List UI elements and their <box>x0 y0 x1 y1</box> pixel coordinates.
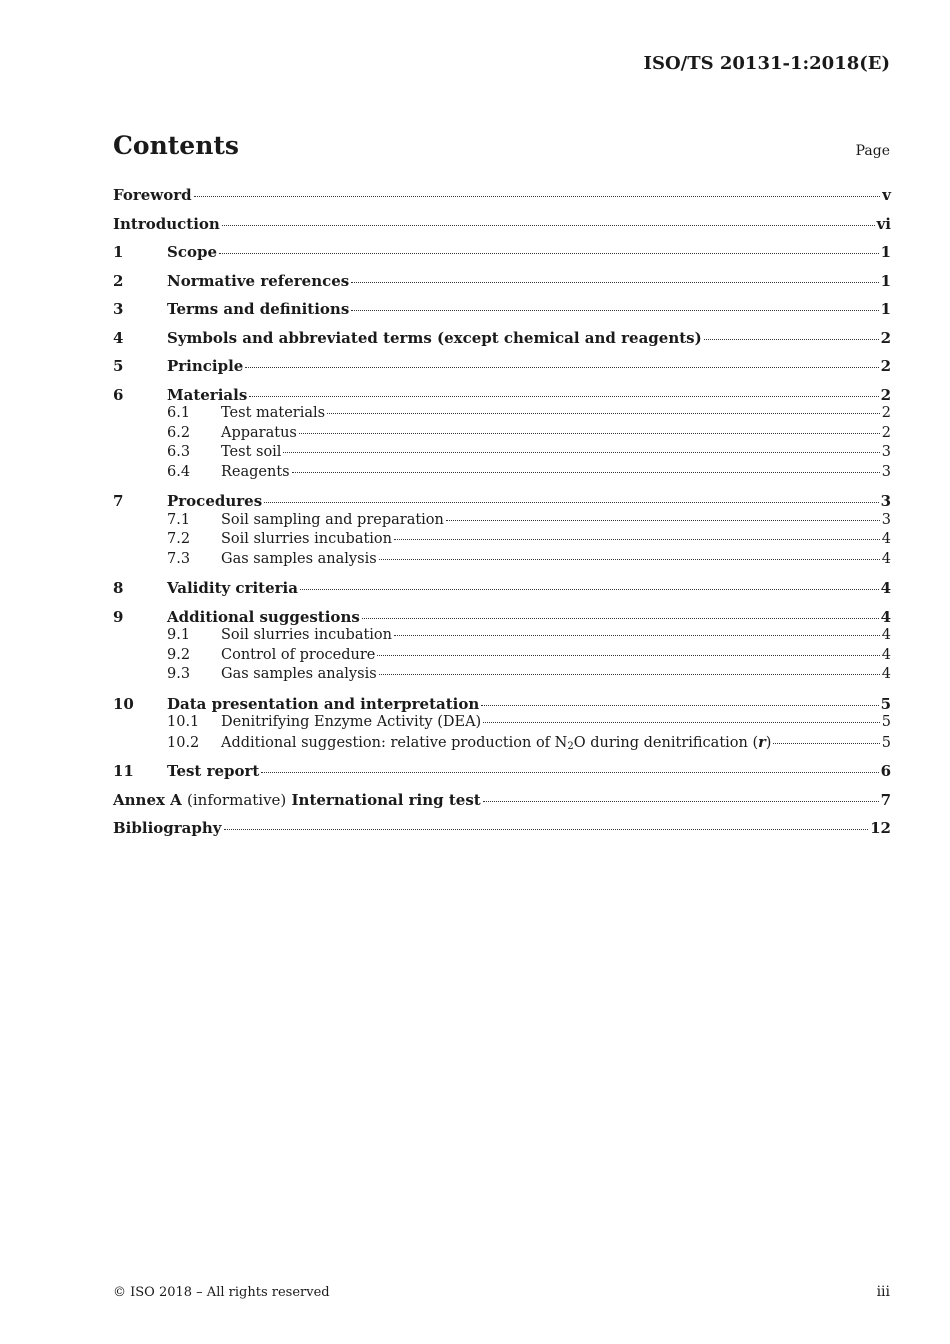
dot-leader <box>377 655 879 656</box>
toc-number: 6.2 <box>167 424 191 441</box>
dot-leader <box>292 472 880 473</box>
toc-title: Scope <box>167 243 218 261</box>
toc-title: Test materials <box>221 405 326 421</box>
dot-leader <box>299 433 880 434</box>
dot-leader <box>704 339 879 340</box>
toc-title: Foreword <box>113 186 192 204</box>
toc-page: 12 <box>870 819 891 837</box>
toc-title: Symbols and abbreviated terms (except chemical and reagents) <box>167 328 702 347</box>
toc-title: Bibliography <box>113 819 222 837</box>
toc-page: 6 <box>880 762 891 780</box>
toc-entry-introduction[interactable] <box>113 215 891 235</box>
toc-entry-materials[interactable] <box>113 386 891 406</box>
dot-leader <box>351 282 878 283</box>
toc-number: 3 <box>113 300 124 318</box>
dot-leader <box>264 502 878 503</box>
toc-entry-control-of-procedure[interactable] <box>113 647 891 667</box>
contents-title: Contents <box>113 131 240 160</box>
toc-page: 3 <box>881 511 891 528</box>
table-of-contents <box>113 186 891 839</box>
toc-number: 10 <box>113 694 134 713</box>
toc-entry-bibliography[interactable] <box>113 819 891 839</box>
toc-entry-soil-slurries-incubation[interactable] <box>113 531 891 551</box>
dot-leader <box>483 722 880 723</box>
toc-number: 7 <box>113 492 124 510</box>
toc-title: Data presentation and interpretation <box>167 694 480 713</box>
title-part: O during denitrification ( <box>573 734 759 751</box>
annex-type: (informative) <box>187 790 287 809</box>
toc-page: 5 <box>880 694 891 713</box>
toc-page: 5 <box>881 714 891 730</box>
toc-number: 2 <box>113 271 124 290</box>
dot-leader <box>249 396 878 397</box>
toc-title: Soil slurries incubation <box>221 531 392 547</box>
toc-number: 1 <box>113 243 124 261</box>
toc-page: 1 <box>880 300 891 318</box>
toc-title: Materials <box>167 385 248 404</box>
toc-title: Soil sampling and preparation <box>221 511 444 528</box>
dot-leader <box>194 196 881 197</box>
toc-number: 9.1 <box>167 627 191 643</box>
toc-entry-principle[interactable] <box>113 357 891 377</box>
toc-title: Terms and definitions <box>167 300 350 318</box>
dot-leader <box>379 559 880 560</box>
dot-leader <box>219 253 879 254</box>
toc-title: Gas samples analysis <box>221 550 377 567</box>
dot-leader <box>481 705 878 706</box>
dot-leader <box>362 618 879 619</box>
dot-leader <box>300 589 879 590</box>
toc-page: 3 <box>880 492 891 510</box>
toc-entry-soil-sampling[interactable] <box>113 512 891 532</box>
toc-page: 1 <box>880 271 891 290</box>
toc-number: 6.1 <box>167 405 191 421</box>
copyright-notice: © ISO 2018 – All rights reserved <box>113 1285 330 1300</box>
toc-title: Additional suggestions <box>167 607 360 626</box>
toc-entry-normative-references[interactable] <box>113 272 891 292</box>
toc-title: Control of procedure <box>221 646 376 663</box>
toc-entry-annex-a[interactable] <box>113 791 891 811</box>
toc-page: 2 <box>880 385 891 404</box>
dot-leader <box>394 539 880 540</box>
toc-entry-apparatus[interactable] <box>113 425 891 445</box>
toc-entry-gas-samples-analysis-2[interactable] <box>113 666 891 686</box>
toc-entry-n2o-relative-production[interactable] <box>113 734 891 754</box>
toc-title <box>113 791 481 809</box>
toc-page: vi <box>876 214 891 233</box>
toc-entry-test-soil[interactable] <box>113 444 891 464</box>
toc-title: Introduction <box>113 214 220 233</box>
toc-entry-reagents[interactable] <box>113 464 891 484</box>
dot-leader <box>379 674 880 675</box>
toc-entry-validity-criteria[interactable] <box>113 579 891 599</box>
toc-entry-gas-samples-analysis[interactable] <box>113 551 891 571</box>
toc-title: Principle <box>167 357 244 375</box>
dot-leader <box>222 225 875 226</box>
toc-title: Denitrifying Enzyme Activity (DEA) <box>221 714 482 730</box>
annex-label: Annex A <box>113 790 182 809</box>
toc-number: 7.3 <box>167 550 191 567</box>
annex-title: International ring test <box>291 790 481 809</box>
toc-page: 4 <box>881 531 891 547</box>
toc-entry-symbols[interactable] <box>113 329 891 349</box>
toc-title: Test soil <box>221 444 282 460</box>
toc-number: 6.4 <box>167 463 191 480</box>
toc-page: 1 <box>880 243 891 261</box>
toc-number: 6 <box>113 385 124 404</box>
toc-entry-foreword[interactable] <box>113 186 891 206</box>
toc-number: 7.2 <box>167 531 191 547</box>
toc-title: Apparatus <box>221 424 297 441</box>
toc-number: 9.2 <box>167 646 191 663</box>
toc-entry-procedures[interactable] <box>113 492 891 512</box>
toc-page: 2 <box>881 424 891 441</box>
toc-number: 5 <box>113 357 124 375</box>
document-id: ISO/TS 20131-1:2018(E) <box>643 53 890 74</box>
toc-page: 4 <box>881 550 891 567</box>
page-column-label: Page <box>855 143 890 159</box>
toc-page: v <box>882 186 891 204</box>
toc-page: 2 <box>881 405 891 421</box>
toc-title <box>221 734 771 752</box>
toc-page: 3 <box>881 463 891 480</box>
dot-leader <box>773 743 879 744</box>
toc-page: 5 <box>881 734 891 751</box>
dot-leader <box>394 635 880 636</box>
subscript-2: 2 <box>567 740 574 752</box>
toc-number: 8 <box>113 579 124 597</box>
toc-entry-data-presentation[interactable] <box>113 695 891 715</box>
toc-entry-additional-suggestions[interactable] <box>113 608 891 628</box>
toc-title: Test report <box>167 762 260 780</box>
dot-leader <box>327 413 880 414</box>
toc-number: 11 <box>113 762 134 780</box>
toc-page: 7 <box>880 790 891 809</box>
dot-leader <box>283 452 879 453</box>
toc-entry-test-report[interactable] <box>113 762 891 782</box>
toc-entry-terms-definitions[interactable] <box>113 300 891 320</box>
toc-title: Soil slurries incubation <box>221 627 392 643</box>
dot-leader <box>351 310 878 311</box>
toc-number: 10.1 <box>167 714 200 730</box>
toc-entry-soil-slurries-incubation-2[interactable] <box>113 627 891 647</box>
toc-page: 4 <box>880 579 891 597</box>
toc-title: Gas samples analysis <box>221 666 377 682</box>
toc-number: 7.1 <box>167 511 191 528</box>
title-part: ) <box>765 734 772 751</box>
toc-entry-dea[interactable] <box>113 714 891 734</box>
toc-title: Procedures <box>167 492 263 510</box>
toc-number: 4 <box>113 328 124 347</box>
variable-r: r <box>758 733 766 751</box>
toc-title: Validity criteria <box>167 579 298 597</box>
toc-page: 3 <box>881 444 891 460</box>
dot-leader <box>446 520 880 521</box>
page-number: iii <box>876 1284 890 1300</box>
dot-leader <box>224 829 869 830</box>
title-part: Additional suggestion: relative production of N <box>221 734 568 751</box>
dot-leader <box>261 772 878 773</box>
toc-page: 4 <box>881 666 891 682</box>
toc-page: 4 <box>881 646 891 663</box>
dot-leader <box>483 801 879 802</box>
toc-number: 9.3 <box>167 666 191 682</box>
toc-page: 2 <box>880 357 891 375</box>
toc-entry-test-materials[interactable] <box>113 405 891 425</box>
toc-page: 4 <box>881 627 891 643</box>
toc-number: 10.2 <box>167 734 200 751</box>
toc-entry-scope[interactable] <box>113 243 891 263</box>
toc-number: 9 <box>113 607 124 626</box>
dot-leader <box>245 367 878 368</box>
toc-page: 4 <box>880 607 891 626</box>
toc-title: Reagents <box>221 463 290 480</box>
toc-page: 2 <box>880 328 891 347</box>
toc-title: Normative references <box>167 271 350 290</box>
toc-number: 6.3 <box>167 444 191 460</box>
